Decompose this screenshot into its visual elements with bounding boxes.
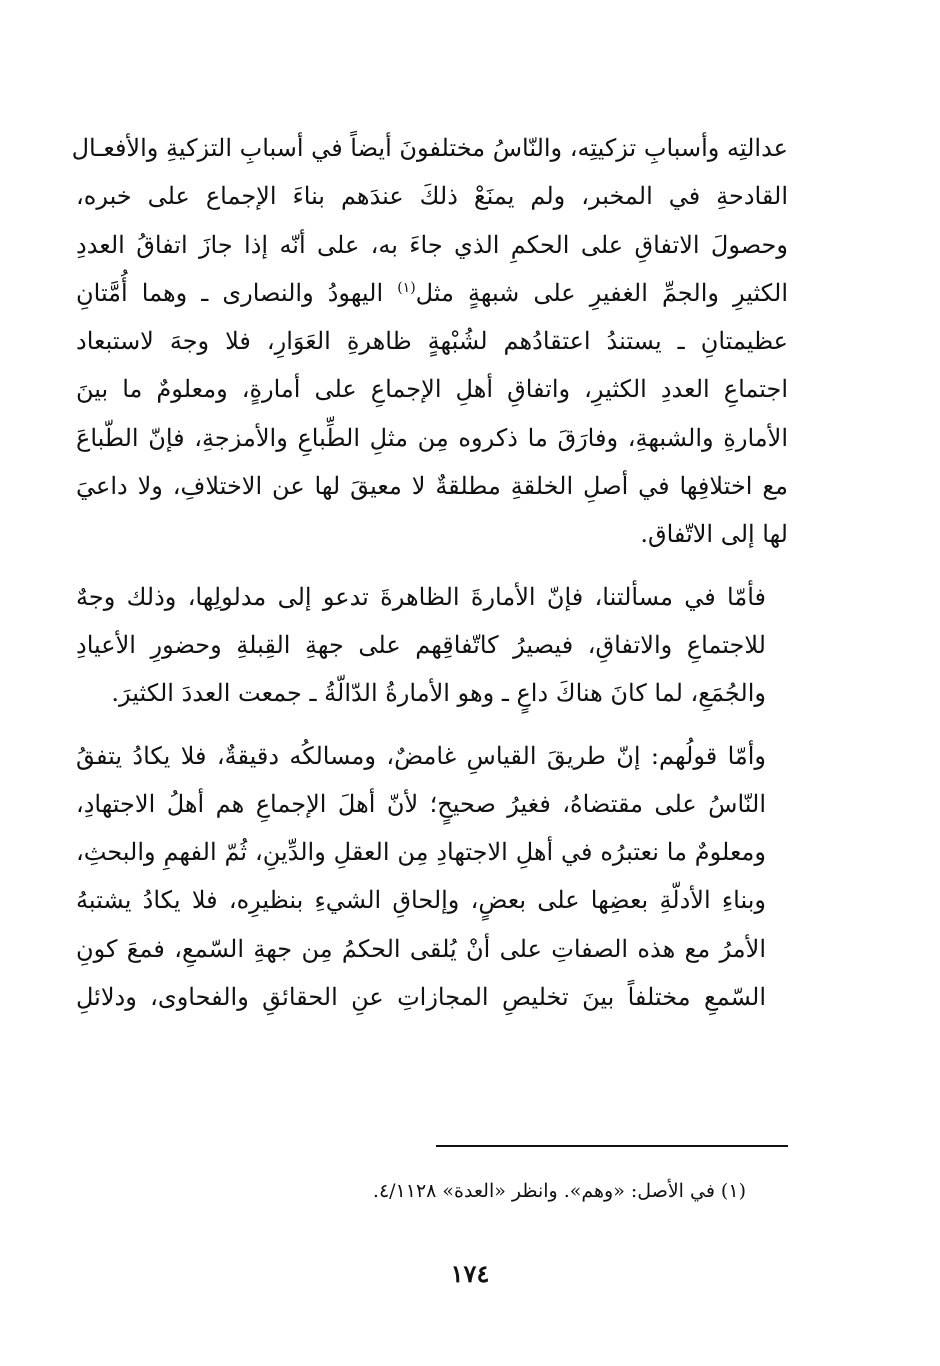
text-line: وبناءِ الأدلّةِ بعضِها على بعضٍ، وإلحاقِ الشيءِ بنظيرِه، فلا يكادُ يشتبهُ <box>76 886 766 915</box>
text-line: وأمّا قولُهم: إنّ طريقَ القياسِ غامضٌ، ومسالكُه دقيقةٌ، فلا يكادُ يتفقُ <box>76 741 766 770</box>
text-line: ومعلومٌ ما نعتبرُه في أهلِ الاجتهادِ مِن العقلِ والدِّينِ، ثُمّ الفهمِ والبحثِ، <box>76 838 766 867</box>
text-line: لها إلى الاتّفاق. <box>640 520 788 549</box>
text-line: للاجتماعِ والاتفاقِ، فيصيرُ كاتّفاقِهم على جهةِ القِبلةِ وحضورِ الأعيادِ <box>76 630 766 659</box>
text-line: القادحةِ في المخبر، ولم يمنَعْ ذلكَ عندَهم بناءَ الإجماع على خبره، <box>76 182 788 211</box>
paragraph-3 <box>76 732 788 1022</box>
text-line: الأمارةِ والشبهةِ، وفارَقَ ما ذكروه مِن مثلِ الطِّباعِ والأمزجةِ، فإنّ الطّباعَ <box>76 423 788 452</box>
body-text <box>71 124 788 1021</box>
footnote-reference[interactable]: (١) <box>397 279 416 296</box>
text-line: السّمعِ مختلفاً بينَ تخليصِ المجازاتِ عنِ الحقائقِ والفحاوى، ودلائلِ <box>76 983 766 1012</box>
text-segment: اليهودُ والنصارى ـ وهما أُمَّتانِ <box>76 278 384 307</box>
text-line: النّاسُ على مقتضاهُ، فغيرُ صحيحٍ؛ لأنّ أهلَ الإجماعِ هم أهلُ الاجتهادِ، <box>76 789 766 818</box>
text-line: مع اختلافِها في أصلِ الخلقةِ مطلقةٌ لا معيقَ لها عن الاختلافِ، ولا داعيَ <box>76 472 788 501</box>
page-number: ١٧٤ <box>450 1259 490 1288</box>
text-line: اجتماعِ العددِ الكثيرِ، واتفاقِ أهلِ الإجماعِ على أمارةٍ، ومعلومٌ ما بينَ <box>76 375 788 404</box>
text-line: والجُمَعِ، لما كانَ هناكَ داعٍ ـ وهو الأمارةُ الدّالّةُ ـ جمعت العددَ الكثيرَ. <box>111 679 766 708</box>
footnote-separator <box>436 1145 788 1147</box>
text-line: فأمّا في مسألتنا، فإنّ الأمارةَ الظاهرةَ تدعو إلى مدلولِها، وذلك وجهٌ <box>76 582 767 611</box>
footnote: (١) في الأصل: «وهم». وانظر «العدة» ٤/١١٢٨. <box>372 1180 746 1202</box>
text-segment: الكثيرِ والجمِّ الغفيرِ على شبهةٍ مثل <box>415 278 788 307</box>
paragraph-1 <box>71 124 788 559</box>
paragraph-2 <box>76 573 788 718</box>
text-line: عدالتِه وأسبابِ تزكيتِه، والنّاسُ مختلفونَ أيضاً في أسبابِ التزكيةِ والأفعـال <box>71 134 788 162</box>
text-line: وحصولَ الاتفاقِ على الحكمِ الذي جاءَ به، على أنّه إذا جازَ اتفاقُ العددِ <box>76 230 788 259</box>
text-line-with-footnote <box>76 269 788 317</box>
text-line: عظيمتانِ ـ يستندُ اعتقادُهم لشُبْهةٍ ظاهرةِ العَوَارِ، فلا وجهَ لاستبعاد <box>76 327 788 356</box>
text-line: الأمرُ مع هذه الصفاتِ على أنْ يُلقى الحكمُ مِن جهةِ السّمعِ، فمعَ كونِ <box>76 934 766 963</box>
